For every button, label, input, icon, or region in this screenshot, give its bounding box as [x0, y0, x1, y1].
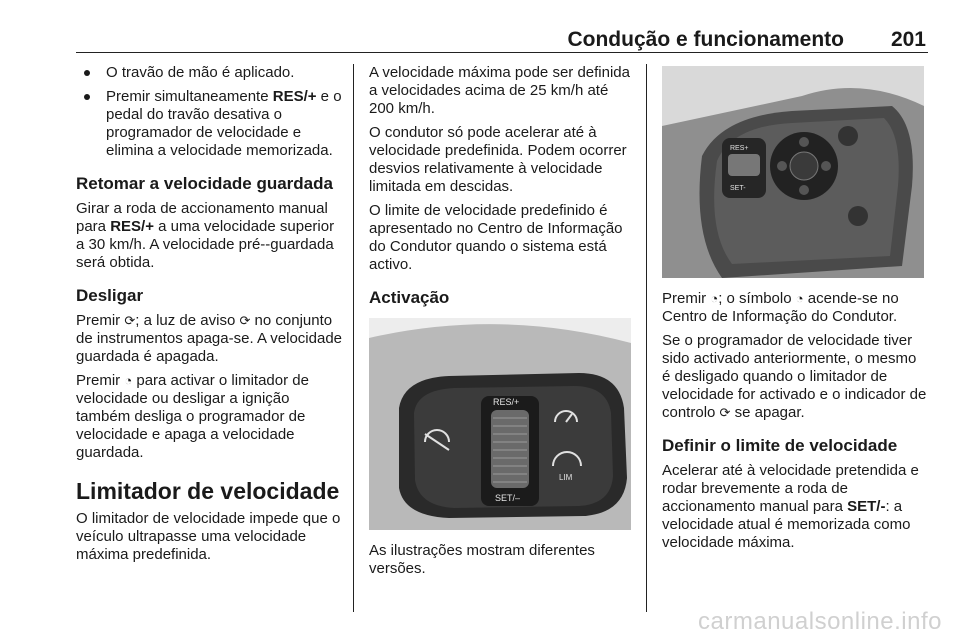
heading-desligar: Desligar [76, 286, 144, 305]
paragraph: Girar a roda de accionamento manual para RES/+ a uma velocidade superior a 30 km/h. A velocidade pré--guardada será obtida. [76, 200, 335, 271]
steering-wheel-photo [662, 66, 924, 278]
page-header [76, 26, 928, 53]
set-label: SET- [730, 185, 746, 192]
list-item: Premir simultaneamente RES/+ e o pedal do travão desativa o programador de velocidade e elimina a velocidade memorizada. [76, 88, 342, 160]
column-divider [353, 64, 354, 612]
bullet-list [76, 64, 342, 160]
paragraph: Premir ◔ para activar o limitador de velocidade ou desligar a ignição também desliga o programador de velocidade e apaga a velocidade guardada. [76, 372, 309, 461]
res-label: RES+ [730, 145, 749, 152]
cruise-control-icon: ⟳ [719, 405, 731, 420]
paragraph: A velocidade máxima pode ser definida a velocidades acima de 25 km/h até 200 km/h. [369, 64, 630, 117]
heading-limitador: Limitador de velocidade [76, 478, 340, 504]
svg-text:LIM: LIM [559, 473, 573, 482]
speed-limiter-icon: ◔ [124, 373, 133, 388]
speed-limiter-icon [799, 185, 809, 195]
heading-retomar: Retomar a velocidade guardada [76, 174, 333, 193]
cruise-control-icon: ⟳ [239, 313, 251, 328]
watermark: carmanualsonline.info [698, 608, 942, 635]
paragraph: O limite de velocidade predefinido é apresentado no Centro de Informação do Condutor quando o sistema está activo. [369, 202, 623, 273]
column-middle [369, 64, 635, 584]
lane-assist-icon [838, 126, 858, 146]
page-title: Condução e funcionamento [567, 28, 844, 51]
res-label: RES/+ [493, 397, 520, 407]
photo-caption: As ilustrações mostram diferentes versões. [369, 542, 595, 577]
heading-activacao: Activação [369, 288, 450, 307]
paragraph: Premir ⟳; a luz de aviso ⟳ no conjunto de instrumentos apaga-se. A velocidade guardada é apagada. [76, 312, 343, 365]
page-number: 201 [890, 28, 926, 51]
paragraph: Acelerar até à velocidade pretendida e rodar brevemente a roda de accionamento manual para SET/-: a velocidade atual é memorizada como velocidade máxima. [662, 462, 919, 551]
cancel-icon [821, 161, 831, 171]
cruise-off-icon [777, 161, 787, 171]
paragraph: Premir ◔; o símbolo ◔ acende-se no Centro de Informação do Condutor. [662, 290, 899, 325]
speed-limiter-icon: ◔ [710, 291, 719, 306]
steering-switch-photo [369, 318, 631, 530]
heading-definir: Definir o limite de velocidade [662, 436, 898, 455]
paragraph: O condutor só pode acelerar até à velocidade predefinida. Podem ocorrer desvios relativamente à velocidade limitada em descidas. [369, 124, 627, 195]
cruise-icon [799, 137, 809, 147]
list-item: O travão de mão é aplicado. [76, 64, 342, 82]
column-divider [646, 64, 647, 612]
rocker-wheel [491, 410, 529, 488]
speed-limiter-icon: ◔ [795, 291, 804, 306]
paragraph: O limitador de velocidade impede que o veículo ultrapasse uma velocidade máxima predefinida. [76, 510, 341, 563]
distance-icon [848, 206, 868, 226]
column-left [76, 64, 342, 570]
column-right [662, 64, 928, 558]
paragraph: Se o programador de velocidade tiver sido activado anteriormente, o mesmo é desligado quando o limitador de velocidade for activado e o indicador de controlo ⟳ se apagar. [662, 332, 927, 421]
set-label: SET/– [495, 493, 521, 503]
cruise-control-icon: ⟳ [124, 313, 136, 328]
